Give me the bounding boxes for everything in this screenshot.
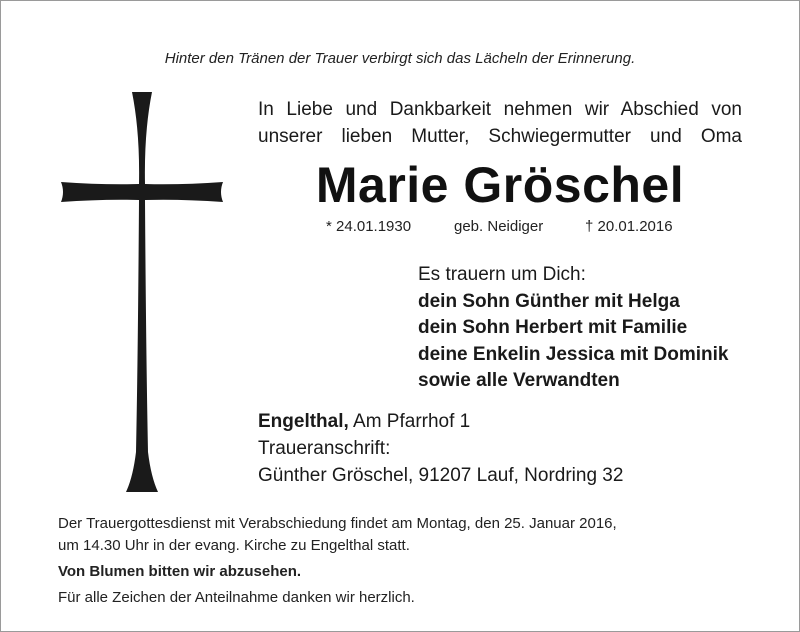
mourner-line: sowie alle Verwandten — [418, 370, 620, 391]
flowers-note: Von Blumen bitten wir abzusehen. — [58, 563, 302, 580]
street: Am Pfarrhof 1 — [353, 411, 471, 432]
motto: Hinter den Tränen der Trauer verbirgt sich das Lächeln der Erinnerung. — [164, 50, 636, 67]
mourning-address-label: Traueranschrift: — [258, 438, 391, 459]
intro-text — [258, 96, 742, 150]
thanks-line: Für alle Zeichen der Anteilnahme danken wir herzlich. — [58, 589, 415, 606]
intro-line-1: In Liebe und Dankbarkeit nehmen wir Abschied von — [258, 99, 742, 120]
deceased-name: Marie Gröschel — [315, 157, 685, 213]
service-line-2: um 14.30 Uhr in der evang. Kirche zu Engelthal statt. — [58, 537, 410, 554]
mourner-line: dein Sohn Herbert mit Familie — [418, 317, 688, 338]
footer-notes — [58, 513, 617, 609]
mourner-line: deine Enkelin Jessica mit Dominik — [418, 343, 729, 365]
residence-line — [258, 408, 623, 435]
intro-line-2: unserer lieben Mutter, Schwiegermutter und Oma — [258, 126, 742, 147]
birth-date: * 24.01.1930 — [326, 218, 412, 235]
service-line-1: Der Trauergottesdienst mit Verabschiedung findet am Montag, den 25. Januar 2016, — [58, 515, 617, 532]
mourner-line: dein Sohn Günther mit Helga — [418, 290, 680, 312]
mourners-list — [418, 262, 728, 395]
mourning-address: Günther Gröschel, 91207 Lauf, Nordring 32 — [258, 465, 624, 486]
maiden-name: geb. Neidiger — [454, 218, 544, 235]
death-date: † 20.01.2016 — [585, 218, 673, 235]
address-block — [258, 408, 623, 489]
town: Engelthal, — [258, 411, 349, 432]
cross-icon — [56, 92, 228, 492]
mourners-heading: Es trauern um Dich: — [418, 264, 586, 285]
